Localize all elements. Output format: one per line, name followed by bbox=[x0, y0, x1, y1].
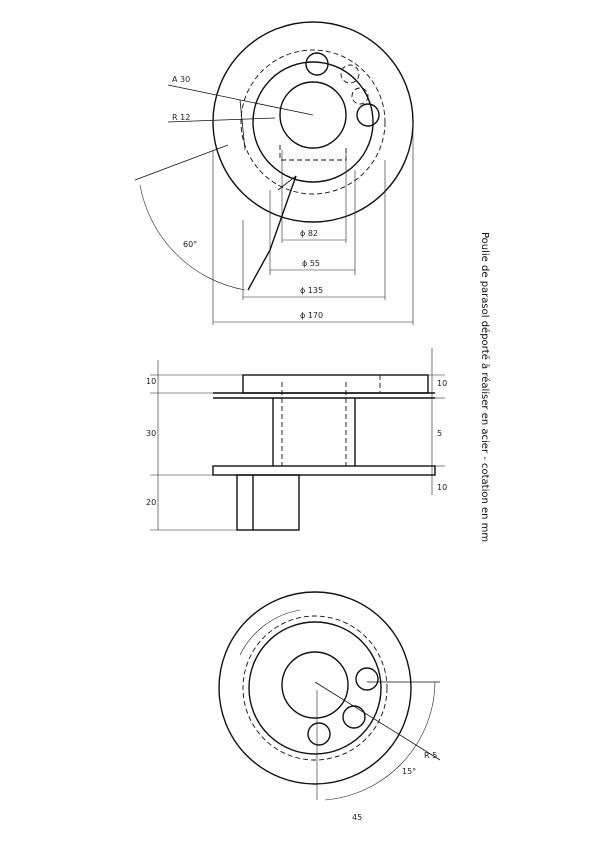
top-hole-3 bbox=[352, 88, 368, 104]
top-outer-circle bbox=[213, 22, 413, 222]
bottom-bore-circle bbox=[282, 652, 348, 718]
top-hole-1 bbox=[306, 53, 328, 75]
bottom-angle-label: 15° bbox=[402, 767, 417, 776]
side-top-flange bbox=[243, 375, 428, 393]
bottom-dim-r: R 5 bbox=[424, 751, 438, 760]
drawing-caption: Poulie de parasol déporté à réaliser en acier - cotation en mm bbox=[479, 232, 490, 543]
leader-label-a: A 30 bbox=[172, 75, 191, 84]
side-dim-mid-right: 5 bbox=[437, 429, 443, 438]
bottom-dim-45: 45 bbox=[352, 813, 363, 822]
bottom-outer-circle bbox=[219, 592, 411, 784]
dim-phi-outer: ϕ 170 bbox=[300, 311, 324, 320]
dim-phi-large: ϕ 135 bbox=[300, 286, 324, 295]
side-bottom-flange bbox=[213, 466, 435, 475]
top-pitch-circle bbox=[241, 50, 385, 194]
bottom-radial-1 bbox=[315, 682, 440, 760]
top-cut-line bbox=[248, 176, 296, 290]
top-mid-circle bbox=[253, 62, 373, 182]
side-dim-bottom-left: 20 bbox=[146, 498, 157, 507]
bottom-hole-2 bbox=[343, 706, 365, 728]
dim-phi-mid: ϕ 55 bbox=[302, 259, 320, 268]
side-dim-top-left: 10 bbox=[146, 377, 157, 386]
angle-label: 60° bbox=[183, 240, 198, 249]
side-dim-bottom-right: 10 bbox=[437, 483, 448, 492]
top-keyway bbox=[280, 145, 346, 160]
bottom-hole-1 bbox=[356, 668, 378, 690]
side-shaft bbox=[237, 475, 299, 530]
bottom-arc-top bbox=[240, 610, 300, 655]
top-view bbox=[135, 22, 413, 325]
dim-phi-small: ϕ 82 bbox=[300, 229, 318, 238]
leader-label-b: R 12 bbox=[172, 113, 191, 122]
top-angle-arc bbox=[140, 185, 245, 290]
bottom-view bbox=[219, 592, 440, 822]
side-dim-mid-left: 30 bbox=[146, 429, 157, 438]
bottom-pitch-circle bbox=[243, 616, 387, 760]
top-hole-4 bbox=[357, 104, 379, 126]
bottom-hole-3 bbox=[308, 723, 330, 745]
top-ray-1 bbox=[135, 145, 228, 180]
side-view bbox=[146, 348, 447, 530]
side-dim-top-right: 10 bbox=[437, 379, 448, 388]
